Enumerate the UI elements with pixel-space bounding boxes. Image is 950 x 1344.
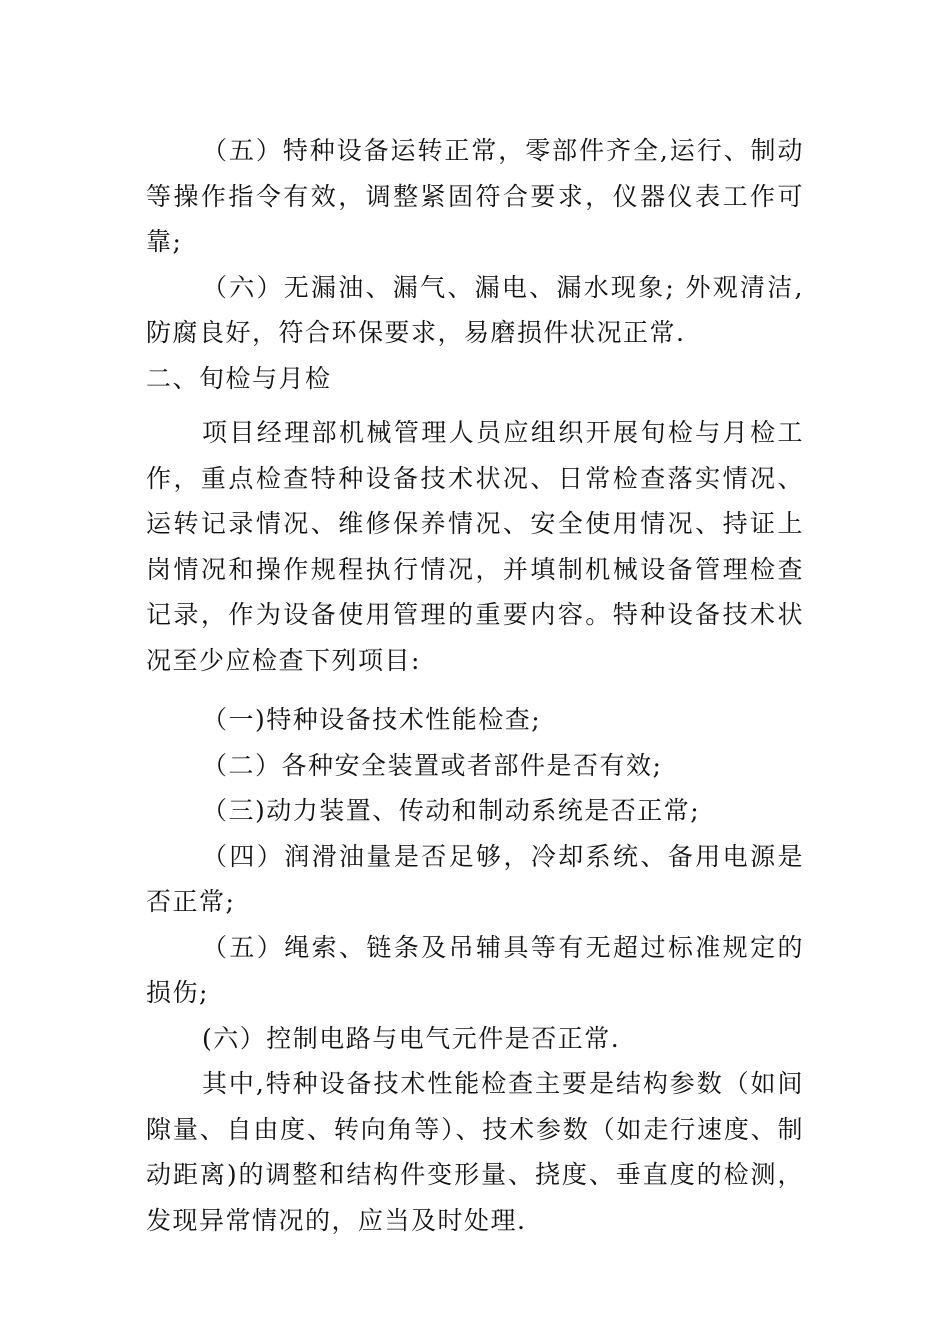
paragraph-item-5: （五）特种设备运转正常，零部件齐全,运行、制动等操作指令有效，调整紧固符合要求，仪器仪表工作可靠; <box>146 136 804 256</box>
list-item-3: （三)动力装置、传动和制动系统是否正常; <box>202 796 701 825</box>
list-item-5: （五）绳索、链条及吊辅具等有无超过标准规定的损伤; <box>146 932 804 1007</box>
list-item-4: （四）润滑油量是否足够，冷却系统、备用电源是否正常; <box>146 841 804 916</box>
list-item-2: （二）各种安全装置或者部件是否有效; <box>202 750 663 780</box>
paragraph-intro: 项目经理部机械管理人员应组织开展旬检与月检工作，重点检查特种设备技术状况、日常检查落实情况、运转记录情况、维修保养情况、安全使用情况、持证上岗情况和操作规程执行情况，并填制机械设备管理检查记录，作为设备使用管理的重要内容。特种设备技术状况至少应检查下列项目: <box>146 418 804 675</box>
section-heading: 二、旬检与月检 <box>146 363 332 393</box>
paragraph-item-6: （六）无漏油、漏气、漏电、漏水现象; 外观清洁,防腐良好，符合环保要求，易磨损件状况正常. <box>146 272 804 347</box>
paragraph-closing: 其中,特种设备技术性能检查主要是结构参数（如间隙量、自由度、转向角等）、技术参数（如走行速度、制动距离)的调整和结构件变形量、挠度、垂直度的检测，发现异常情况的，应当及时处理. <box>146 1069 804 1235</box>
list-item-6: (六）控制电路与电气元件是否正常. <box>202 1023 621 1053</box>
document-body <box>146 128 804 1243</box>
list-item-1: （一)特种设备技术性能检查; <box>202 705 542 734</box>
